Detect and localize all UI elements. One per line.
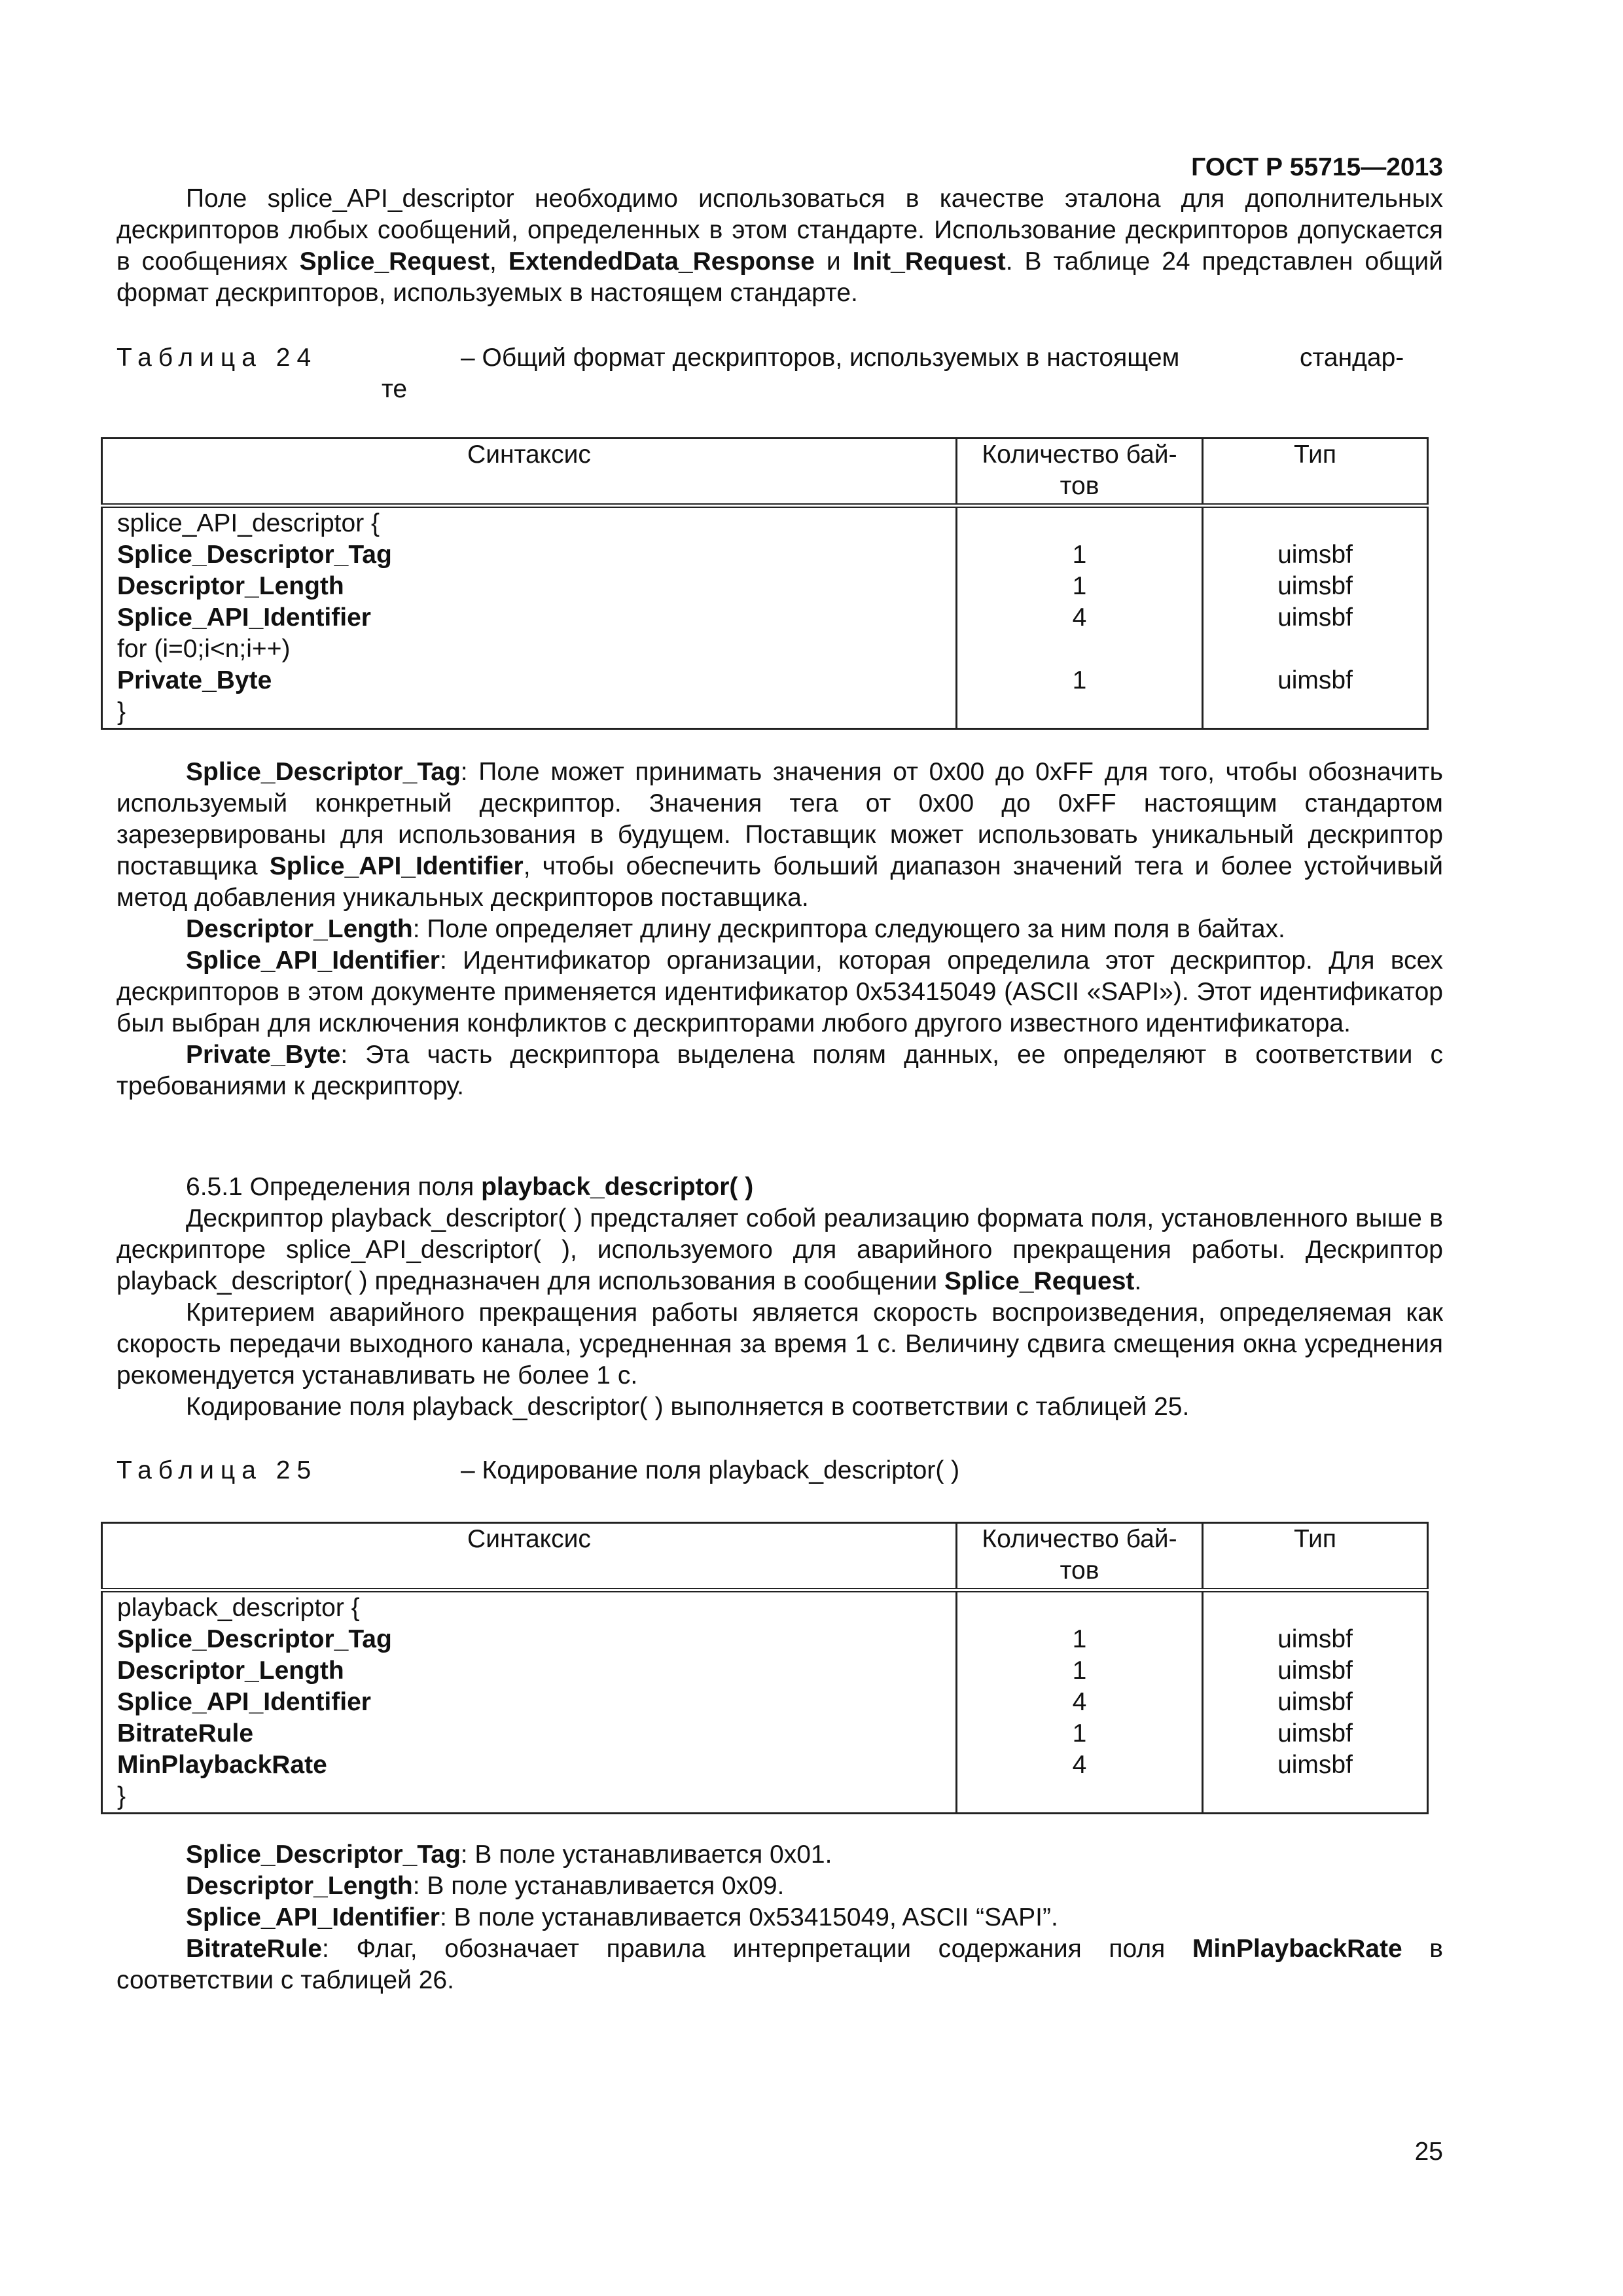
table24-header-type: Тип bbox=[1203, 439, 1428, 506]
table24-header-bytes-line1: Количество бай- bbox=[982, 440, 1177, 469]
table25-type-cell bbox=[1203, 1590, 1428, 1814]
def-term: Splice_API_Identifier bbox=[186, 1903, 440, 1931]
table25-type-line: uimsbf bbox=[1277, 1625, 1353, 1653]
table25-syntax-line: playback_descriptor { bbox=[117, 1594, 360, 1622]
def-term: Splice_API_Identifier bbox=[186, 946, 440, 975]
table24-syntax-line: for (i=0;i<n;i++) bbox=[117, 635, 291, 663]
table25-header-bytes bbox=[957, 1523, 1203, 1590]
table24-type-line: uimsbf bbox=[1277, 666, 1353, 694]
table24-syntax-line: Splice_Descriptor_Tag bbox=[117, 541, 392, 569]
table25-bytes-line: 1 bbox=[1072, 1719, 1087, 1748]
def-term: Splice_Descriptor_Tag bbox=[186, 1840, 461, 1869]
intro-text-2: , bbox=[490, 247, 508, 276]
table24-caption-tail: стандар- bbox=[1300, 344, 1404, 372]
table-25 bbox=[101, 1522, 1429, 1814]
table24-header-bytes-line2: тов bbox=[1060, 472, 1099, 500]
intro-block bbox=[116, 183, 1443, 309]
table25-bytes-cell bbox=[957, 1590, 1203, 1814]
table24-syntax-cell bbox=[102, 506, 957, 729]
table24-caption-wrap: те bbox=[382, 375, 408, 403]
table25-header-type: Тип bbox=[1203, 1523, 1428, 1590]
table25-syntax-line: Splice_Descriptor_Tag bbox=[117, 1625, 392, 1653]
section-6-5-1 bbox=[116, 1172, 1443, 1423]
table25-syntax-cell bbox=[102, 1590, 957, 1814]
def-term: Descriptor_Length bbox=[186, 1872, 413, 1900]
def25-bitrate-rule bbox=[116, 1933, 1443, 1996]
table24-type-line: uimsbf bbox=[1277, 572, 1353, 600]
section-text: Дескриптор playback_descriptor( ) предсталяет собой реализацию формата поля, установленного выше в дескрипторе splice_API_descriptor( ), используемого для аварийного прекращения работы. Дескриптор playback_descriptor( ) предназначен для использования в сообщении bbox=[116, 1204, 1443, 1295]
intro-bold-1: Splice_Request bbox=[299, 247, 490, 276]
table25-type-line bbox=[1204, 1592, 1427, 1624]
def-text: в соответствии с таблицей 26. bbox=[116, 1935, 1443, 1994]
def-splice-descriptor-tag bbox=[116, 757, 1443, 914]
def-text: : В поле устанавливается 0x01. bbox=[460, 1840, 832, 1869]
table24-header-bytes bbox=[957, 439, 1203, 506]
intro-text-3: и bbox=[814, 247, 853, 276]
def-text: : Поле определяет длину дескриптора следующего за ним поля в байтах. bbox=[412, 915, 1285, 943]
table25-body-row bbox=[102, 1590, 1428, 1814]
table24-syntax-line: splice_API_descriptor { bbox=[117, 509, 380, 537]
table25-bytes-line bbox=[957, 1592, 1202, 1624]
section-paragraph-3: Кодирование поля playback_descriptor( ) выполняется в соответствии с таблицей 25. bbox=[186, 1393, 1190, 1421]
def-text: : Флаг, обозначает правила интерпретации содержания поля bbox=[322, 1935, 1192, 1963]
table24-caption-text: – Общий формат дескрипторов, используемых в настоящем bbox=[461, 344, 1180, 372]
table24-bytes-line: 1 bbox=[1072, 666, 1087, 694]
table24-syntax-line: Splice_API_Identifier bbox=[117, 603, 371, 632]
table25-syntax-line: Splice_API_Identifier bbox=[117, 1688, 371, 1716]
table25-type-line: uimsbf bbox=[1277, 1688, 1353, 1716]
table25-bytes-line: 1 bbox=[1072, 1625, 1087, 1653]
def-private-byte bbox=[116, 1039, 1443, 1102]
standard-code: ГОСТ Р 55715—2013 bbox=[1191, 153, 1443, 181]
table25-syntax-line: Descriptor_Length bbox=[117, 1657, 344, 1685]
table25-caption-text: – Кодирование поля playback_descriptor( ) bbox=[461, 1456, 960, 1484]
table24-header-row bbox=[102, 439, 1428, 506]
table24-header-syntax: Синтаксис bbox=[102, 439, 957, 506]
def-term: Splice_Descriptor_Tag bbox=[186, 758, 461, 786]
section-term: Splice_Request bbox=[944, 1267, 1135, 1295]
table24-type-line bbox=[1204, 696, 1427, 728]
def-text: , чтобы обеспечить больший диапазон значений тега и более устойчивый метод добавления уникальных дескрипторов поставщика. bbox=[116, 852, 1443, 912]
table25-type-line: uimsbf bbox=[1277, 1719, 1353, 1748]
table24-definitions bbox=[116, 757, 1443, 1102]
table24-type-cell bbox=[1203, 506, 1428, 729]
table24-bytes-line bbox=[957, 508, 1202, 539]
table24-bytes-line: 1 bbox=[1072, 572, 1087, 600]
table24-bytes-line: 1 bbox=[1072, 541, 1087, 569]
intro-text-1: Поле splice_API_descriptor необходимо использоваться в качестве эталона для дополнительных дескрипторов любых сообщений, определенных в этом стандарте. Использование дескрипторов допускается в сообщениях bbox=[116, 185, 1443, 276]
def25-splice-descriptor-tag bbox=[116, 1839, 1443, 1871]
table25-type-line bbox=[1204, 1781, 1427, 1812]
table-24 bbox=[101, 437, 1429, 730]
table25-caption bbox=[116, 1455, 1443, 1486]
table25-bytes-line: 4 bbox=[1072, 1688, 1087, 1716]
section-heading-text: 6.5.1 Определения поля bbox=[186, 1173, 482, 1201]
table25-bytes-line bbox=[957, 1781, 1202, 1812]
table24-syntax-line: Private_Byte bbox=[117, 666, 272, 694]
section-heading-term: playback_descriptor( ) bbox=[481, 1173, 754, 1201]
table25-caption-label: Таблица 25 bbox=[116, 1456, 318, 1484]
table24-type-line bbox=[1204, 508, 1427, 539]
table25-syntax-line: MinPlaybackRate bbox=[117, 1751, 327, 1779]
table24-caption bbox=[116, 342, 1443, 403]
intro-text-4: . В таблице 24 представлен общий формат дескрипторов, используемых в настоящем стандарте. bbox=[116, 247, 1444, 307]
def-splice-api-identifier bbox=[116, 945, 1443, 1039]
section-text: . bbox=[1134, 1267, 1142, 1295]
def-text: : Эта часть дескриптора выделена полям данных, ее определяют в соответствии с требованиями к дескриптору. bbox=[116, 1041, 1443, 1100]
intro-bold-2: ExtendedData_Response bbox=[508, 247, 815, 276]
table25-header-bytes-line1: Количество бай- bbox=[982, 1525, 1177, 1553]
table25-bytes-line: 4 bbox=[1072, 1751, 1087, 1779]
def-text: : Поле может принимать значения от 0x00 до 0xFF для того, чтобы обозначить используемый конкретный дескриптор. Значения тега от 0x00 до 0xFF настоящим стандартом зарезервированы для использования в будущем. Поставщик может использовать уникальный дескриптор поставщика bbox=[116, 758, 1443, 880]
table25-type-line: uimsbf bbox=[1277, 1751, 1353, 1779]
table25-header-bytes-line2: тов bbox=[1060, 1556, 1099, 1585]
table25-header-syntax: Синтаксис bbox=[102, 1523, 957, 1590]
page-number: 25 bbox=[1414, 2138, 1443, 2166]
section-heading bbox=[116, 1172, 1443, 1203]
table24-bytes-line bbox=[957, 634, 1202, 665]
table25-type-line: uimsbf bbox=[1277, 1657, 1353, 1685]
def25-splice-api-identifier bbox=[116, 1902, 1443, 1933]
intro-bold-3: Init_Request bbox=[852, 247, 1006, 276]
def-term: BitrateRule bbox=[186, 1935, 323, 1963]
def-text: : Идентификатор организации, которая определила этот дескриптор. Для всех дескрипторов в этом документе применяется идентификатор 0x53415049 (ASCII «SAPI»). Этот идентификатор был выбран для исключения конфликтов с дескрипторами любого другого известного идентификатора. bbox=[116, 946, 1443, 1037]
def-text: : В поле устанавливается 0x53415049, ASCII “SAPI”. bbox=[439, 1903, 1058, 1931]
def-term: Descriptor_Length bbox=[186, 915, 413, 943]
table24-bytes-line: 4 bbox=[1072, 603, 1087, 632]
table24-type-line: uimsbf bbox=[1277, 603, 1353, 632]
section-paragraph-2: Критерием аварийного прекращения работы является скорость воспроизведения, определяемая как скорость передачи выходного канала, усредненная за время 1 с. Величину сдвига смещения окна усреднения рекомендуется устанавливать не более 1 с. bbox=[116, 1299, 1443, 1390]
table24-body-row bbox=[102, 506, 1428, 729]
table24-caption-label: Таблица 24 bbox=[116, 344, 318, 372]
table25-bytes-line: 1 bbox=[1072, 1657, 1087, 1685]
table24-bytes-line bbox=[957, 696, 1202, 728]
table24-syntax-line: } bbox=[117, 698, 126, 726]
def-text: : В поле устанавливается 0x09. bbox=[412, 1872, 785, 1900]
table24-type-line: uimsbf bbox=[1277, 541, 1353, 569]
def-term: Splice_API_Identifier bbox=[269, 852, 524, 880]
table24-bytes-cell bbox=[957, 506, 1203, 729]
intro-paragraph bbox=[116, 183, 1443, 309]
def-term: MinPlaybackRate bbox=[1192, 1935, 1402, 1963]
def-term: Private_Byte bbox=[186, 1041, 341, 1069]
table25-syntax-line: } bbox=[117, 1782, 126, 1810]
table25-definitions bbox=[116, 1839, 1443, 1996]
table24-syntax-line: Descriptor_Length bbox=[117, 572, 344, 600]
def25-descriptor-length bbox=[116, 1871, 1443, 1902]
section-paragraph-1 bbox=[116, 1203, 1443, 1297]
table25-syntax-line: BitrateRule bbox=[117, 1719, 254, 1748]
table25-header-row bbox=[102, 1523, 1428, 1590]
table24-type-line bbox=[1204, 634, 1427, 665]
def-descriptor-length bbox=[116, 914, 1443, 945]
